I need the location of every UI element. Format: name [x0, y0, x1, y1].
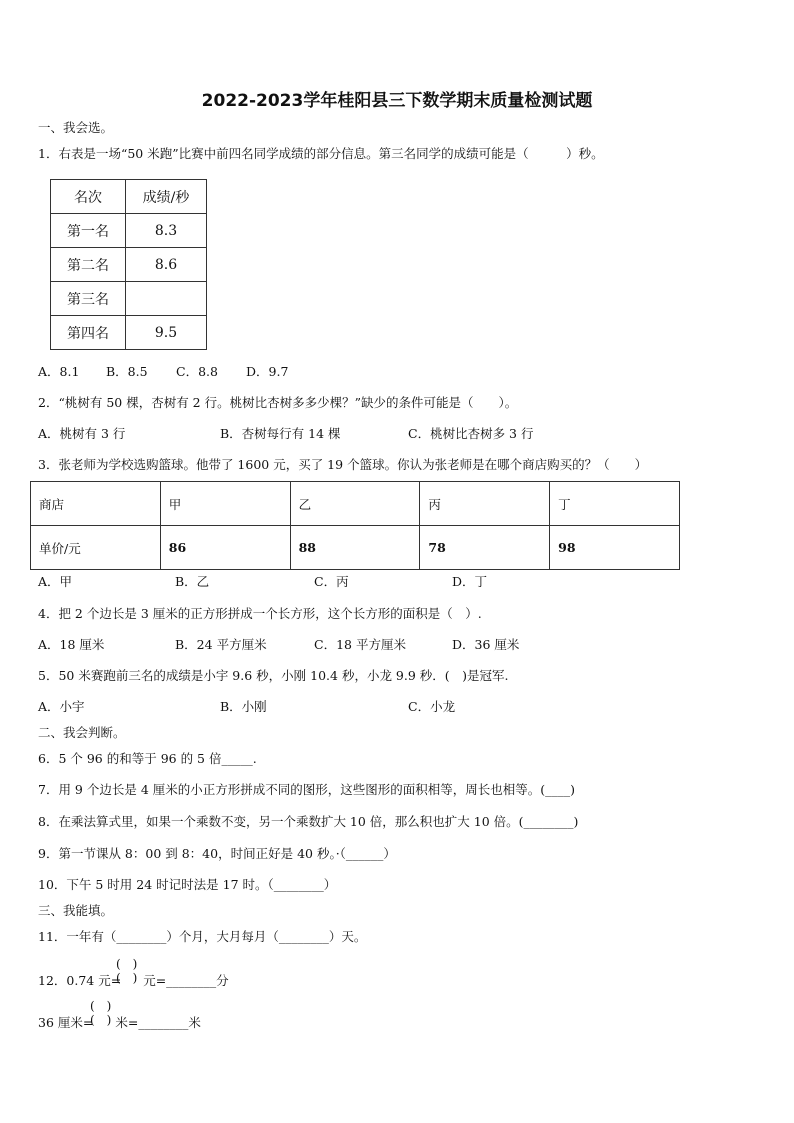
option-a[interactable]: A．甲 — [38, 574, 73, 589]
question-9-text: 9．第一节课从 8：00 到 8：40，时间正好是 40 秒。·（______） — [38, 846, 396, 861]
table-row — [31, 482, 680, 526]
table-cell — [126, 282, 207, 316]
table-cell: 单价/元 — [31, 526, 161, 570]
table-cell: 第四名 — [51, 316, 126, 350]
section-heading-choose: 一、我会选。 — [38, 120, 114, 135]
option-b[interactable]: B．8.5 — [106, 364, 148, 379]
question-12-line-2-prefix: 36 厘米= — [38, 1015, 94, 1030]
section-heading-fill: 三、我能填。 — [38, 903, 114, 918]
fraction-denominator-blank[interactable]: ( ) — [90, 1013, 112, 1027]
table-cell: 第二名 — [51, 248, 126, 282]
fraction-numerator-blank[interactable]: ( ) — [116, 957, 138, 971]
question-8-text: 8．在乘法算式里，如果一个乘数不变，另一个乘数扩大 10 倍，那么积也扩大 10 倍。(________) — [38, 814, 579, 829]
option-c[interactable]: C．小龙 — [408, 699, 456, 714]
table-row — [51, 282, 207, 316]
option-c[interactable]: C．丙 — [314, 574, 349, 589]
table-cell: 8.3 — [126, 214, 207, 248]
table-row — [51, 180, 207, 214]
option-c[interactable]: C．桃树比杏树多 3 行 — [408, 426, 534, 441]
table-cell: 乙 — [290, 482, 420, 526]
table-cell: 丙 — [420, 482, 550, 526]
question-7-text: 7．用 9 个边长是 4 厘米的小正方形拼成不同的图形，这些图形的面积相等，周长也相等。(____) — [38, 782, 576, 797]
question-2-text: 2．“桃树有 50 棵，杏树有 2 行。桃树比杏树多多少棵？”缺少的条件可能是（ ）。 — [38, 395, 518, 410]
question-6-text: 6．5 个 96 的和等于 96 的 5 倍_____. — [38, 751, 257, 766]
question-4-text: 4．把 2 个边长是 3 厘米的正方形拼成一个长方形，这个长方形的面积是（ ）. — [38, 606, 482, 621]
table-cell: 8.6 — [126, 248, 207, 282]
option-b[interactable]: B．杏树每行有 14 棵 — [220, 426, 341, 441]
table-cell: 98 — [550, 526, 680, 570]
store-price-table — [30, 481, 680, 570]
table-row — [51, 248, 207, 282]
option-d[interactable]: D．36 厘米 — [452, 637, 520, 652]
option-b[interactable]: B．乙 — [175, 574, 210, 589]
table-cell: 78 — [420, 526, 550, 570]
option-a[interactable]: A．8.1 — [38, 364, 80, 379]
table-cell: 丁 — [550, 482, 680, 526]
option-a[interactable]: A．小宇 — [38, 699, 85, 714]
option-b[interactable]: B．24 平方厘米 — [175, 637, 267, 652]
table-cell: 甲 — [160, 482, 290, 526]
table-cell: 9.5 — [126, 316, 207, 350]
table-header-cell: 成绩/秒 — [126, 180, 207, 214]
question-12-line-2 — [38, 1015, 201, 1031]
question-12-prefix: 12．0.74 元= — [38, 973, 122, 988]
option-a[interactable]: A．18 厘米 — [38, 637, 105, 652]
option-b[interactable]: B．小刚 — [220, 699, 267, 714]
table-cell: 第一名 — [51, 214, 126, 248]
option-d[interactable]: D．丁 — [452, 574, 488, 589]
fraction-denominator-blank[interactable]: ( ) — [116, 971, 138, 985]
table-cell: 第三名 — [51, 282, 126, 316]
question-1-text: 1．右表是一场“50 米跑”比赛中前四名同学成绩的部分信息。第三名同学的成绩可能是（ ）秒。 — [38, 146, 604, 161]
section-heading-judge: 二、我会判断。 — [38, 725, 126, 740]
option-c[interactable]: C．8.8 — [176, 364, 218, 379]
table-row — [51, 316, 207, 350]
table-row — [31, 526, 680, 570]
question-11-text: 11．一年有（________）个月，大月每月（________）天。 — [38, 929, 367, 944]
table-cell: 88 — [290, 526, 420, 570]
table-cell: 86 — [160, 526, 290, 570]
question-10-text: 10．下午 5 时用 24 时记时法是 17 时。（________） — [38, 877, 337, 892]
option-d[interactable]: D．9.7 — [246, 364, 289, 379]
question-3-text: 3．张老师为学校选购篮球。他带了 1600 元，买了 19 个篮球。你认为张老师是在哪个商店购买的？（ ） — [38, 457, 648, 472]
option-a[interactable]: A．桃树有 3 行 — [38, 426, 126, 441]
option-c[interactable]: C．18 平方厘米 — [314, 637, 406, 652]
fraction-numerator-blank[interactable]: ( ) — [90, 999, 112, 1013]
table-header-cell: 名次 — [51, 180, 126, 214]
question-12-suffix: 元=________分 — [143, 973, 229, 988]
table-row — [51, 214, 207, 248]
ranking-table — [50, 179, 207, 350]
question-5-text: 5．50 米赛跑前三名的成绩是小宇 9.6 秒，小刚 10.4 秒，小龙 9.9 秒．( )是冠军. — [38, 668, 509, 683]
page-title: 2022-2023学年桂阳县三下数学期末质量检测试题 — [201, 91, 593, 111]
question-12-line-2-suffix: 米=________米 — [115, 1015, 201, 1030]
table-cell: 商店 — [31, 482, 161, 526]
